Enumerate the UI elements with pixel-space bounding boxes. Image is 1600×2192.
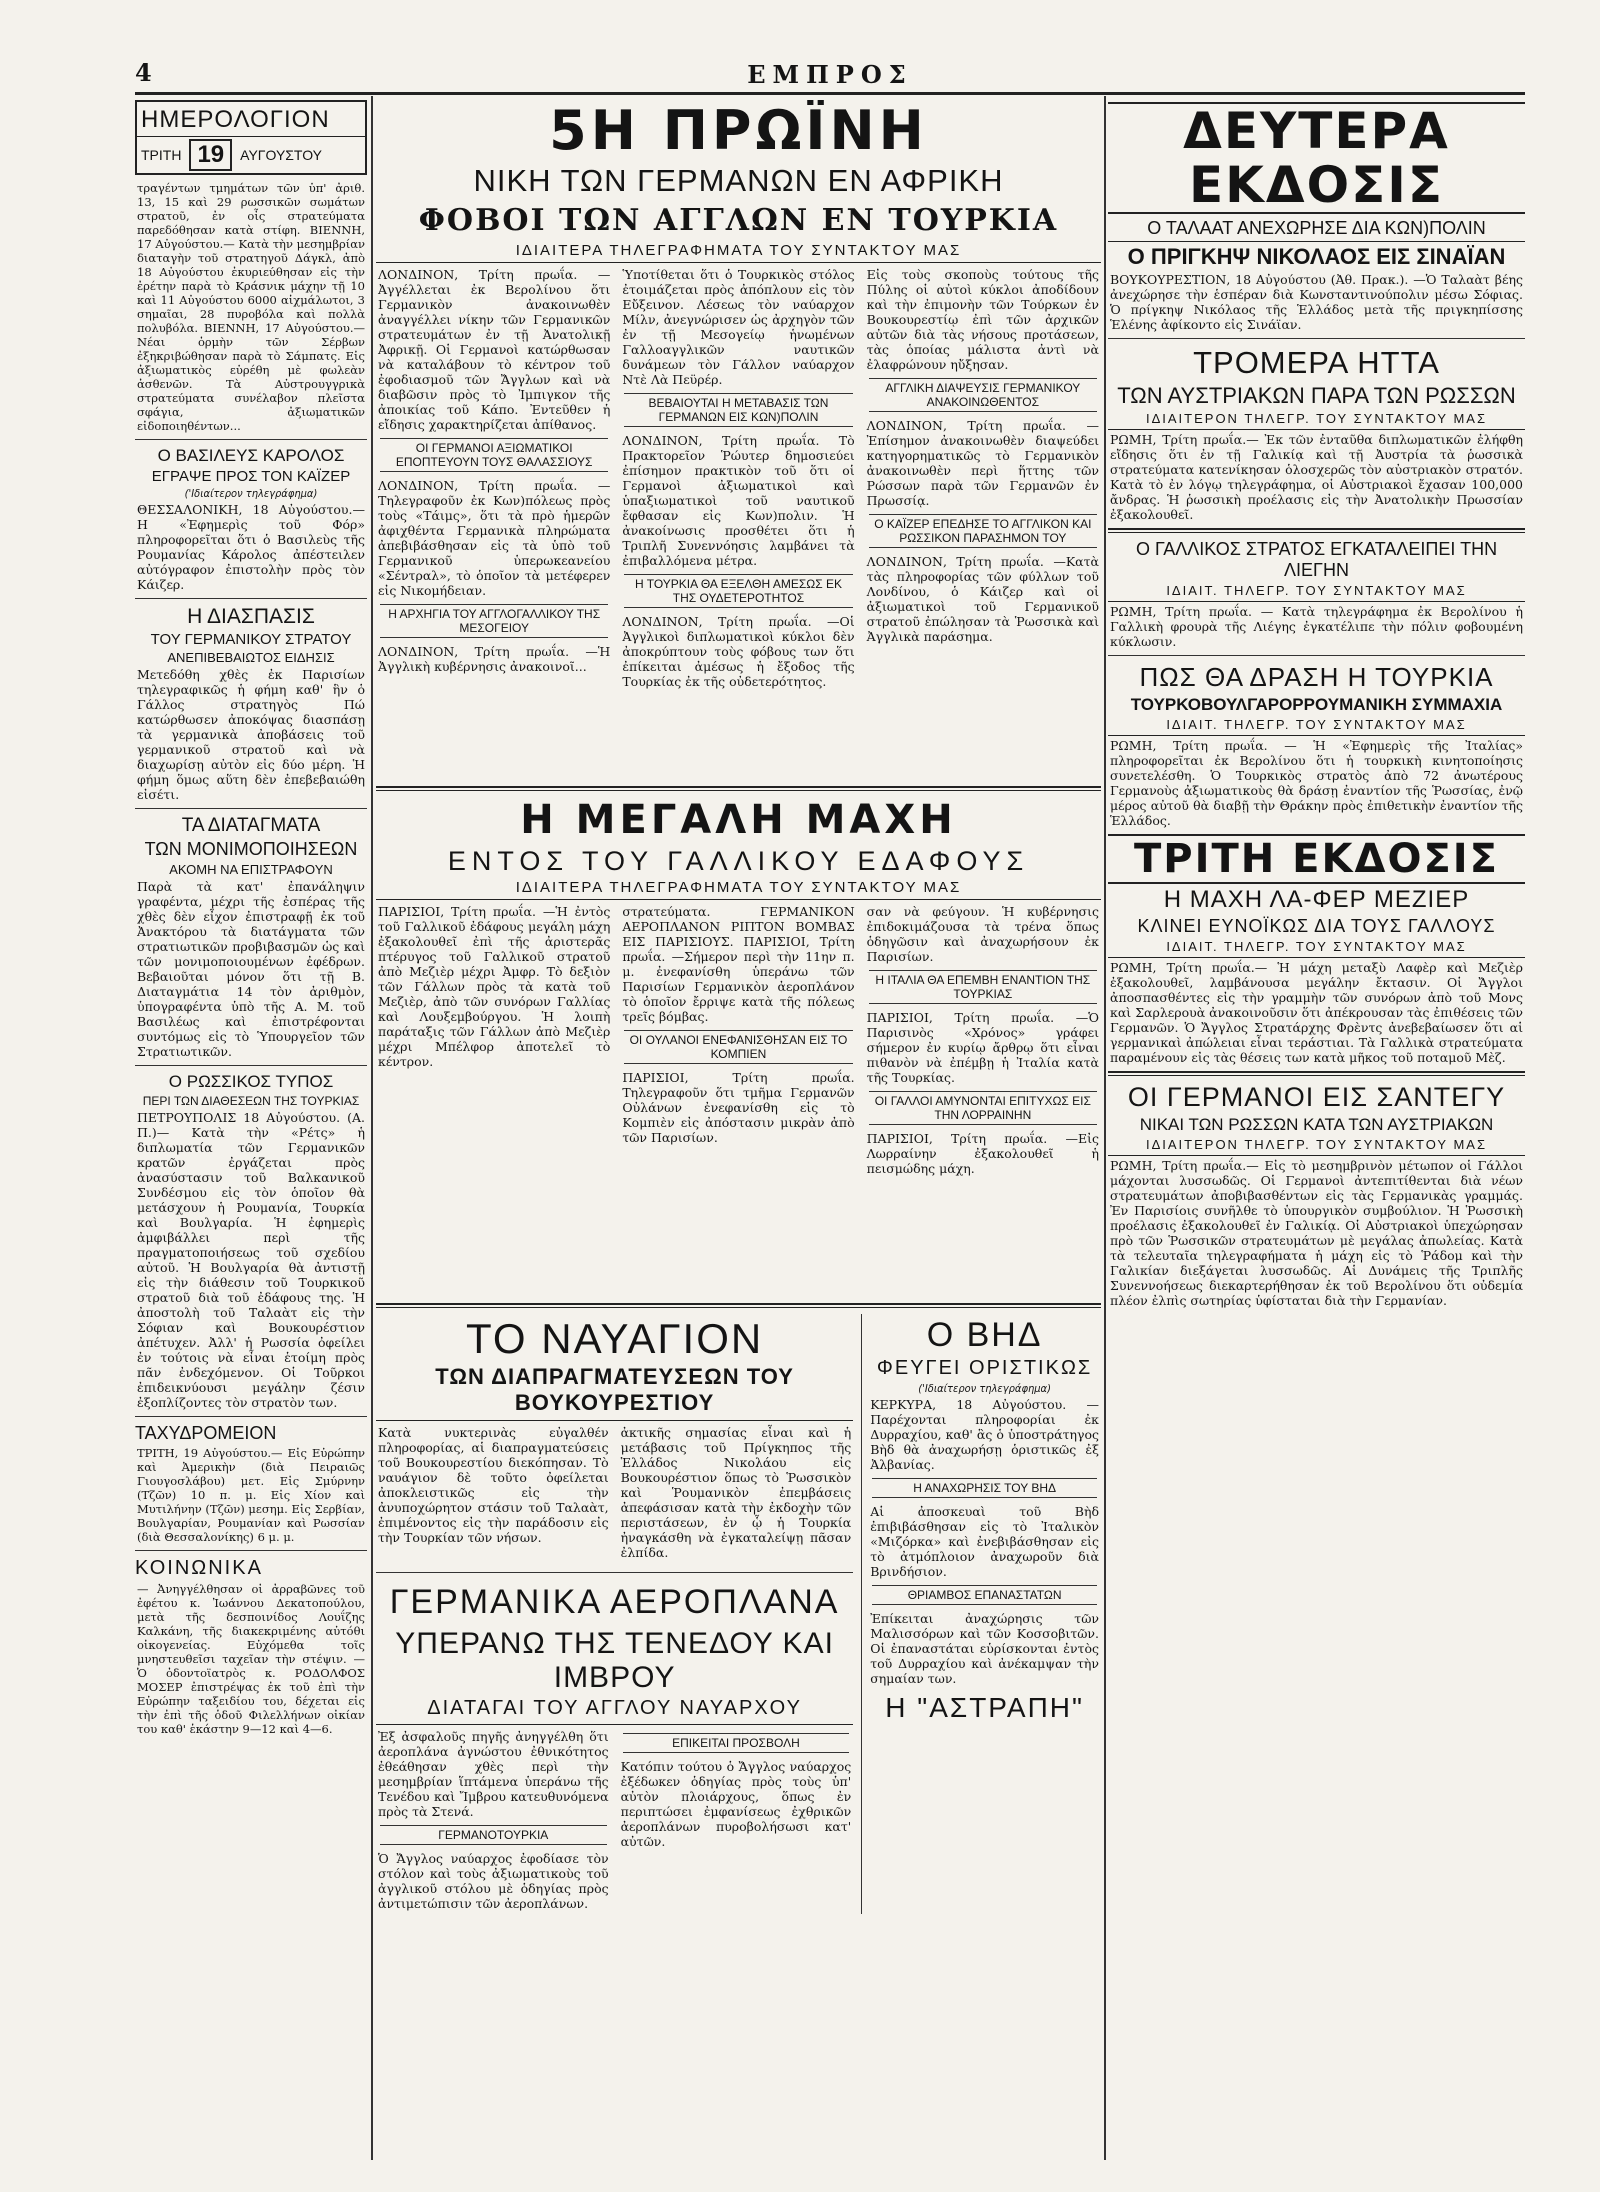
telegrams-label: ΙΔΙΑΙΤΕΡΑ ΤΗΛΕΓΡΑΦΗΜΑΤΑ ΤΟΥ ΣΥΝΤΑΚΤΟΥ ΜΑΣ [376,242,1101,263]
article-subhead: Η ΑΝΑΧΩΡΗΣΙΣ ΤΟΥ ΒΗΔ [872,1478,1097,1498]
calendar-month: ΑΥΓΟΥΣΤΟΥ [240,147,323,163]
divider [376,786,1101,791]
page-header [135,58,1525,88]
article-text: Αἱ ἀποσκευαὶ τοῦ Βὴδ ἐπιβιβάσθησαν εἰς τὸ Ἰταλικὸν «Μιζόρκα» καὶ ἐνεβιβάσθησαν εἰς τὸ ἀτμόπλοιον ἀναχωροῦν διὰ Βρινδήσιον. [870,1504,1099,1579]
mail-text: ΤΡΙΤΗ, 19 Αὐγούστου.— Εἰς Εὐρώπην καὶ Ἀμερικὴν (διὰ Πειραιῶς Γιουγοσλάβου) μετ. Εἰς Σμύρνην (Τζῶν) 10 π. μ. Εἰς Χίον καὶ Μυτιλήνην (Τζῶν) μεσημ. Εἰς Σερβίαν, Βουλγαρίαν, Ρουμανίαν καὶ Ρωσσίαν (διὰ Θεσσαλονίκης) 6 μ. μ. [137,1446,365,1544]
article-text: σαν νὰ φεύγουν. Ἡ κυβέρνησις ἐπιδοκιμάζουσα τὰ τρένα ὅπως ὁδηγῶσιν καὶ ἀναχωρήσουν ἐκ Παρισίων. [866,904,1099,964]
article-text: Ἐξ ἀσφαλοῦς πηγῆς ἀνηγγέλθη ὅτι ἀεροπλάνα ἀγνώστου ἐθνικότητος ἐθεάθησαν χθὲς περὶ τὴν μεσημβρίαν ἵπτάμενα ὑπεράνω τῆς Τενέδου καὶ Ἴμβρου κατευθυνόμενα πρὸς τὰ Στενά. [378,1729,609,1819]
column-rule-1 [371,96,373,2160]
shipwreck-text [376,1423,853,1566]
article-subhead: ΟΙ ΓΑΛΛΟΙ ΑΜΥΝΟΝΤΑΙ ΕΠΙΤΥΧΩΣ ΕΙΣ ΤΗΝ ΛΟΡΡΑΙΝΗΝ [869,1091,1097,1125]
headline-battle: Η ΜΕΓΑΛΗ ΜΑΧΗ [520,797,957,843]
article-text: ΠΑΡΙΣΙΟΙ, Τρίτη πρωΐα. —Εἰς Λωρραίνην ἐξακολουθεῖ ἡ πεισμώδης μάχη. [866,1131,1099,1176]
headline-battle-sub: ΕΝΤΟΣ ΤΟΥ ΓΑΛΛΙΚΟΥ ΕΔΑΦΟΥΣ [447,846,1030,876]
article-subhead: ΘΡΙΑΜΒΟΣ ΕΠΑΝΑΣΤΑΤΩΝ [872,1585,1097,1605]
news-col [376,1727,611,1914]
article-text: Κατὰ νυκτερινὰς εὐγαλθέν πληροφορίας, αἱ διαπραγματεύσεις τοῦ Βουκουρεστίου διεκόπησαν. Τὸ ναυάγιον δὲ τοῦτο ὀφείλεται ἀποκλειστικῶς εἰς τὴν ἀνυποχώρητον στάσιν τοῦ Ταλαὰτ, ἐπιμένοντος εἰς τὴν παράδοσιν εἰς τὴν Τουρκίαν τῶν νήσων. [378,1425,609,1545]
header-rule [135,92,1525,95]
r3-head: Ο ΠΡΙΓΚΗΨ ΝΙΚΟΛΑΟΣ ΕΙΣ ΣΙΝΑΪΑΝ [1127,244,1506,269]
article-subhead: Ο ΚΑΪΖΕΡ ΕΠΕΔΗΣΕ ΤΟ ΑΓΓΛΙΚΟΝ ΚΑΙ ΡΩΣΣΙΚΟΝ ΠΑΡΑΣΗΜΟΝ ΤΟΥ [869,514,1097,548]
article-text: ΚΕΡΚΥΡΑ, 18 Αὐγούστου. —Παρέχονται πληροφορίαι ἐκ Δυρραχίου, καθ' ἃς ὁ ὑποστράτηγος Βὴδ θὰ ἀναχωρήσῃ ὁριστικῶς ἐξ Ἀλβανίας. [870,1397,1099,1472]
article-text: ΛΟΝΔΙΝΟΝ, Τρίτη πρωΐα. —Κατὰ τὰς πληροφορίας τῶν φύλλων τοῦ Λονδίνου, ὁ Κάιζερ καὶ οἱ ἀξιωματικοὶ τοῦ Γερμανικοῦ στρατοῦ ἐπώλησαν τὰ Ῥωσσικὰ καὶ Ἀγγλικὰ παράσημα. [866,554,1099,644]
calendar-date [137,137,365,173]
column-rule-2 [1104,96,1106,2160]
headline-africa: ΝΙΚΗ ΤΩΝ ΓΕΡΜΑΝΩΝ ΕΝ ΑΦΡΙΚΗ [473,163,1004,198]
article-text: ΛΟΝΔΙΝΟΝ, Τρίτη πρωΐα. —Ἀγγέλλεται ἐκ Βερολίνου ὅτι Γερμανικὸν ἀνακοινωθὲν ἀναγγέλλει νίκην τῶν Γερμανικῶν στρατευμάτων ἐν τῇ Ἀνατολικῇ Ἀφρικῇ. Οἱ Γερμανοὶ κατώρθωσαν νὰ καταλάβουν τὸ κέντρον τοῦ ἐφοδιασμοῦ τῶν Ἄγγλων καὶ νὰ διαβῶσιν πρὸς τὸ Ἰμπιγκον τῆς ἀποικίας τοῦ Κάπο. Ἐντεῦθεν ἡ εἴδησις χαρακτηρίζεται ἀπίθανος. [378,267,611,432]
r7-head: Ο ΓΑΛΛΙΚΟΣ ΣΤΡΑΤΟΣ ΕΓΚΑΤΑΛΕΙΠΕΙ ΤΗΝ ΛΙΕΓΗΝ [1135,539,1498,580]
telegrams-label: ΙΔΙΑΙΤΕΡΑ ΤΗΛΕΓΡΑΦΗΜΑΤΑ ΤΟΥ ΣΥΝΤΑΚΤΟΥ ΜΑΣ [376,879,1101,900]
news-col [865,265,1101,780]
article-subhead: ΓΕΡΜΑΝΟΤΟΥΡΚΙΑ [380,1825,607,1845]
news-columns-top [376,265,1101,780]
calendar-text: τραγέντων τμημάτων τῶν ὑπ' ἀριθ. 13, 15 καὶ 29 ρωσσικῶν σωμάτων στρατοῦ, ἐν οἷς στρατεύματα παρεδόθησαν κατὰ στίφη. ΒΙΕΝΝΗ, 17 Αὐγούστου.— Κατὰ τὴν μεσημβρίαν διαταγὴν τοῦ στρατηγοῦ Δάγκλ, ἀπὸ 18 Αὐγούστου ἐκυριεύθησαν εἰς τὴν ἐρέτην παρὰ τὸ Κράσνικ μάχην τῇ 10 καὶ 11 Αὐγούστου 6000 αἰχμάλωτοι, 3 σημαῖαι, 28 πυροβόλα καὶ πολλὰ πολυβόλα. ΒΙΕΝΝΗ, 17 Αὐγούστου.—Νέαι ὁρμὴν τῶν Σέρβων ἐξηκριβώθησαν παρὰ τὸ Σάμπατς. Εἰς ἀξιωματικὸς εὑρέθη μὲ φωλεὰν ἀσθενῶν. Τὰ Αὐστρουγγρικὰ στρατεύματα συνέλαβον πλεῖστα σφάγια, ἀξιωματικῶν εἰδοποιηθέντων... [137,181,365,433]
divider [135,1550,367,1551]
r18-head: ΙΔΙΑΙΤΕΡΟΝ ΤΗΛΕΓΡ. ΤΟΥ ΣΥΝΤΑΚΤΟΥ ΜΑΣ [1108,1137,1525,1156]
news-col [865,902,1101,1297]
article-subhead: Η ΙΤΑΛΙΑ ΘΑ ΕΠΕΜΒΗ ΕΝΑΝΤΙΟΝ ΤΗΣ ΤΟΥΡΚΙΑΣ [869,970,1097,1004]
second-edition-title: ΔΕΥΤΕΡΑ ΕΚΔΟΣΙΣ [1108,102,1525,214]
calendar-num: 19 [189,139,232,171]
article-text: ἀκτικῆς σημασίας εἶναι καὶ ἡ μετάβασις τοῦ Πρίγκηπος τῆς Ἑλλάδος Νικολάου εἰς Βουκουρέστιον ὅπως τὸ Ῥωσσικὸν καὶ Ῥουμανικὸν ἐπεμβάσεις ἀπεφάσισαν κατὰ τὴν ἐκδοχὴν τῶν περιστάσεων, ἐν ᾧ ἡ Τουρκία ἠναγκάσθη νὰ ἐγκαταλείψῃ πᾶσαν ἐλπίδα. [620,1425,852,1560]
divider [135,598,367,599]
r9-head: ΠΩΣ ΘΑ ΔΡΑΣΗ Η ΤΟΥΡΚΙΑ [1139,662,1494,692]
article-text: ΠΑΡΙΣΙΟΙ, Τρίτη πρωΐα. Τηλεγραφοῦν ὅτι τμῆμα Γερμανῶν Οὐλάνων ἐνεφανίσθη εἰς τὸ Κομπιὲν εἰς ἀπόστασιν μικρὰν ἀπὸ τῶν Παρισίων. [622,1070,855,1145]
s4-title: Ο ΡΩΣΣΙΚΟΣ ΤΥΠΟΣ [168,1072,334,1091]
article-subhead: Η ΤΟΥΡΚΙΑ ΘΑ ΕΞΕΛΘΗ ΑΜΕΣΩΣ ΕΚ ΤΗΣ ΟΥΔΕΤΕΡΟΤΗΤΟΣ [624,574,852,608]
article-text: ΡΩΜΗ, Τρίτη πρωΐα.— Ἡ μάχη μεταξὺ Λαφὲρ καὶ Μεζιὲρ ἐξακολουθεῖ, λαμβάνουσα μεγάλην ἔκτασιν. Οἱ Ἄγγλοι ἀποσπασθέντες εἰς τὴν γραμμὴν τῶν συνόρων ἀπὸ τοῦ Μονς καὶ Σαρλερουὰ ἀνακοινοῦσιν ὅτι ἀπέκρουσαν τὰς ἐπιθέσεις τῶν Γερμανῶν. Ὁ Ἄγγλος Στρατάρχης Φρὲντς ἀνεβεβαίωσεν ὅτι αἱ γερμανικαὶ ἀπώλειαι εἶναι τεράστιαι. Τὰ Γαλλικὰ στρατεύματα παραμένουν εἰς τὰς θέσεις των κατὰ μῆκος τοῦ ποταμοῦ Μὲζ. [1110,960,1523,1065]
r15-head: ΙΔΙΑΙΤ. ΤΗΛΕΓΡ. ΤΟΥ ΣΥΝΤΑΚΤΟΥ ΜΑΣ [1108,939,1525,958]
s2-sub: ΤΟΥ ΓΕΡΜΑΝΙΚΟΥ ΣΤΡΑΤΟΥ [150,631,352,648]
headline-shipwreck: ΤΟ ΝΑΥΑΓΙΟΝ [466,1315,764,1362]
bottom-section [376,1314,1101,1914]
headline-planes: ΓΕΡΜΑΝΙΚΑ ΑΕΡΟΠΛΑΝΑ [389,1583,840,1621]
calendar-box [135,100,367,175]
divider [135,1416,367,1417]
third-edition-title: ΤΡΙΤΗ ΕΚΔΟΣΙΣ [1108,834,1525,884]
s2-title: Η ΔΙΑΣΠΑΣΙΣ [187,605,315,628]
r10-head: ΤΟΥΡΚΟΒΟΥΛΓΑΡΟΡΡΟΥΜΑΝΙΚΗ ΣΥΜΜΑΧΙΑ [1130,695,1503,714]
article-text: ΡΩΜΗ, Τρίτη πρωΐα.— Ἐκ τῶν ἐνταῦθα διπλωματικῶν ἐλήφθη εἴδησις ὅτι ἐν τῇ Γαλικίᾳ καὶ τῇ Ἀυστρία τὰ ῥωσσικὰ στρατεύματα κατενίκησαν ὁλοσχερῶς τὸν αὐστριακὸν στρατόν. Κατὰ τὸ ἐν λόγῳ τηλεγράφημα, οἱ Αὐστριακοὶ ἔχασαν 100,000 ἄνδρας. Ἡ ῥωσσικὴ προέλασις εἰς τὴν Ἀνατολικὴν Πρωσσίαν ἐξακολουθεῖ. [1110,432,1523,522]
s2-sub2: ΑΝΕΠΙΒΕΒΑΙΩΤΟΣ ΕΙΔΗΣΙΣ [167,650,335,665]
article-subhead: ΟΙ ΟΥΛΑΝΟΙ ΕΝΕΦΑΝΙΣΘΗΣΑΝ ΕΙΣ ΤΟ ΚΟΜΠΙΕΝ [624,1030,852,1064]
article-subhead: ΒΕΒΑΙΟΥΤΑΙ Η ΜΕΤΑΒΑΣΙΣ ΤΩΝ ΓΕΡΜΑΝΩΝ ΕΙΣ ΚΩΝ)ΠΟΛΙΝ [624,393,852,427]
article-text: Εἰς τοὺς σκοποὺς τούτους τῆς Πύλης οἱ αὐτοὶ κύκλοι ἀποδίδουν καὶ τὴν ἐπιμονὴν τῶν Τούρκων ἐν Βουκουρεστίῳ ἐπὶ τῶν ἀρχικῶν αὐτῶν διὰ τὰς νήσους προτάσεων, τὰς ὁποίας μάλιστα ἀντὶ νὰ ἐλαφρώνουν ηὔξησαν. [866,267,1099,372]
center-column [376,100,1101,2160]
article-text: ΛΟΝΔΙΝΟΝ, Τρίτη πρωΐα. Τὸ Πρακτορεῖον Ῥώυτερ δημοσιεύει ἐπίσημον πρακτικὸν τοῦ ὅτι οἱ Γερμανοὶ ἀξιωματικοὶ καὶ ὑπαξιωματικοὶ τοῦ ναυτικοῦ ἔφθασαν εἰς Κων)πολιν. Ἡ ἀνακοίνωσις προσθέτει ὅτι ἡ Τριπλῆ Συνεννόησις λαμβάνει τὰ ἐπιβαλλόμενα μέτρα. [622,433,855,568]
s1-text: ΘΕΣΣΑΛΟΝΙΚΗ, 18 Αὐγούστου.— Η «Ἐφημερὶς τοῦ Φόρ» πληροφορεῖται ὅτι ὁ Βασιλεὺς τῆς Ρουμανίας Κάρολος ἀπέστειλεν αὐτόγραφον ἐπιστολὴν πρὸς τὸν Κάιζερ. [137,502,365,592]
article-subhead: Η ΑΡΧΗΓΙΑ ΤΟΥ ΑΓΓΛΟΓΑΛΛΙΚΟΥ ΤΗΣ ΜΕΣΟΓΕΙΟΥ [380,604,608,638]
s4-text: ΠΕΤΡΟΥΠΟΛΙΣ 18 Αὐγούστου. (Α. Π.)— Κατὰ τὴν «Ρέτς» ἡ διπλωματία τῶν Γερμανικῶν κρατῶν ἐργάζεται πρὸς ἀνασύστασιν τοῦ Βαλκανικοῦ Συνδέσμου εἰς τὸν ὁποῖον θὰ μετάσχουν ἡ Ρουμανία, Τουρκία καὶ Βουλγαρία. Ἡ ἐφημερὶς ἀμφιβάλλει περὶ τῆς πραγματοποιήσεως τοῦ σχεδίου αὐτοῦ. Ἡ Βουλγαρία θὰ ἀντιστῇ εἰς τὴν διάθεσιν τοῦ Τουρκικοῦ στρατοῦ διὰ τοῦ ἐδάφους της. Ἡ ἀποστολὴ τοῦ Ταλαὰτ εἰς τὴν Σόφιαν καὶ Βουκουρέστιον ἀπέτυχεν. Ἀλλ' ἡ Ρωσσία ὀφείλει ἐν τούτοις νὰ εἶναι ἑτοίμη πρὸς πᾶν ἐνδεχόμενον. Οἱ Τοῦρκοι ἐπιδεικνύουσι μεγάλην ζέσιν ἐξοπλίζοντες τὸν στρατὸν των. [137,1110,365,1410]
r11-head: ΙΔΙΑΙΤ. ΤΗΛΕΓΡ. ΤΟΥ ΣΥΝΤΑΚΤΟΥ ΜΑΣ [1108,717,1525,736]
divider [135,1065,367,1066]
s4-sub: ΠΕΡΙ ΤΩΝ ΔΙΑΘΕΣΕΩΝ ΤΗΣ ΤΟΥΡΚΙΑΣ [142,1094,360,1108]
divider [1108,528,1525,533]
article-text: ΠΑΡΙΣΙΟΙ, Τρίτη πρωΐα. —Ἡ ἐντὸς τοῦ Γαλλικοῦ ἐδάφους μεγάλη μάχη ἐξακολουθεῖ ἐπὶ τῆς ἀριστερᾶς πτέρυγος τοῦ Γαλλικοῦ στρατοῦ ἀπὸ Μεζιὲρ μέχρι Ἀμφρ. Τὸ δεξιὸν τῶν Γάλλων πρὸς τὰ κατὰ τοῦ Μεζιὲρ, ἀπὸ τῶν συνόρων Γαλλίας καὶ Λουξεμβούργου. Ἡ λοιπὴ παράταξις τῶν Γάλλων ἀπὸ Μεζιὲρ μέχρι Μπέλφορ ἀποτελεῖ τὸ κέντρον. [378,904,611,1069]
headline-vid: Ο ΒΗΔ [926,1316,1043,1354]
article-text: στρατεύματα. ΓΕΡΜΑΝΙΚΟΝ ΑΕΡΟΠΛΑΝΟΝ ΡΙΠΤΟΝ ΒΟΜΒΑΣ ΕΙΣ ΠΑΡΙΣΙΟΥΣ. ΠΑΡΙΣΙΟΙ, Τρίτη πρωΐα. —Σήμερον περὶ τὴν 11ην π. μ. ἐνεφανίσθη ὑπεράνω τῶν Παρισίων Γερμανικὸν ἀεροπλάνον τὸ ὁποῖον ἔρριψε κατὰ τῆς πόλεως τρεῖς βόμβας. [622,904,855,1024]
article-text: ΡΩΜΗ, Τρίτη πρωΐα. — Ἡ «Ἐφημερὶς τῆς Ἰταλίας» πληροφορεῖται ἐκ Βερολίνου ὅτι ἡ τουρκικὴ κινητοποίησις συνετελέσθη. Ὁ Τουρκικὸς στρατὸς ἀπὸ 72 ἀνωτέρους Γερμανοὺς ἀξιωματικοὺς θὰ δράσῃ ἐναντίον τῆς Ῥωσσίας, ἐνῷ μέρος αὐτοῦ θὰ διαβῇ τὴν Θράκην πρὸς ἐπιθετικὴν ἐναντίον τῆς Ἑλλάδος. [1110,738,1523,828]
s3-title: ΤΑ ΔΙΑΤΑΓΜΑΤΑ [181,815,321,836]
s3-sub: ΤΩΝ ΜΟΝΙΜΟΠΟΙΗΣΕΩΝ [144,839,358,859]
article-text: ΛΟΝΔΙΝΟΝ, Τρίτη πρωΐα. —Ἐπίσημον ἀνακοινωθὲν διαψεύδει κατηγορηματικῶς τὸ Γερμανικὸν ἀνακοινωθὲν περὶ ἥττης τῶν Ρώσσων παρὰ τῶν Γερμανῶν ἐν Πρωσσίᾳ. [866,418,1099,508]
news-columns-middle [376,902,1101,1297]
article-text: ΡΩΜΗ, Τρίτη πρωΐα.— Εἰς τὸ μεσημβρινὸν μέτωπον οἱ Γάλλοι μάχονται λυσσωδῶς. Οἱ Γερμανοὶ ἀντεπιτίθενται διὰ νέων στρατευμάτων ἀποβιβασθέντων εἰς τὰς Γερμανικὰς γραμμάς. Ἐν Παρισίοις συνῆλθε τὸ ὑπουργικὸν συμβούλιον. Ἡ Ῥωσσικὴ προέλασις ἐξακολουθεῖ ἐν Γαλικίᾳ. Οἱ Αὐστριακοὶ ὑπεχώρησαν πρὸ τῶν Ῥωσσικῶν στρατευμάτων μὲ μεγάλας ἀπωλείας. Κατὰ τὰ τελευταῖα τηλεγραφήματα ἡ μάχη εἰς τὸ Ῥάδομ καὶ τὴν Γαλικίαν διεξάγεται λυσσωδῶς. Αἱ Δυνάμεις τῆς Τριπλῆς Συνεννοήσεως διεκαρτερήθησαν ἐκ τοῦ Βερολίνου ὅτι οὐδεμία πλέον ἐλπὶς σωτηρίας ὑφίσταται διὰ τὴν Γερμανίαν. [1110,1158,1523,1308]
article-subhead: ΑΓΓΛΙΚΗ ΔΙΑΨΕΥΣΙΣ ΓΕΡΜΑΝΙΚΟΥ ΑΝΑΚΟΙΝΩΘΕΝΤΟΣ [869,378,1097,412]
r13-head: Η ΜΑΧΗ ΛΑ-ΦΕΡ ΜΕΖΙΕΡ [1163,886,1470,913]
masthead: ΕΜΠΡΟΣ [747,60,913,89]
news-col [620,902,856,1297]
page-number: 4 [135,58,152,87]
article-text: Ὑποτίθεται ὅτι ὁ Τουρκικὸς στόλος ἐτοιμάζεται πρὸς ἀπόπλουν εἰς τὸν Εὔξεινον. Λέσεως τὸν ναύαρχον Μίλν, ἀνεγνώρισεν ὡς ἀρχηγὸν τῶν ἐν τῇ Μεσογείῳ ἡνωμένων Γαλλοαγγλικῶν ναυτικῶν δυνάμεων τὸν Γάλλον ναύαρχον Ντὲ Λὰ Πεϋρέρ. [622,267,855,387]
r2-head: Ο ΤΑΛΑΑΤ ΑΝΕΧΩΡΗΣΕ ΔΙΑ ΚΩΝ)ΠΟΛΙΝ [1108,216,1525,242]
divider [376,1572,853,1573]
s2-text: Μετεδόθη χθὲς ἐκ Παρισίων τηλεγραφικῶς ἡ φήμη καθ' ἣν ὁ Γάλλος στρατηγὸς Πώ κατώρθωσεν ἀποκόψας διασπάσῃ τὰ γερμανικὰ ἀποβάσεις τοῦ γερμανικοῦ στρατοῦ καὶ νὰ διαχωρίσῃ αὐτὸν εἰς δύο μέρη. Ἡ φήμη ὅμως αὕτη δὲν ἐπεβεβαιώθη εἰσέτι. [137,667,365,802]
article-text: Ὁ Ἄγγλος ναύαρχος ἐφοδίασε τὸν στόλον καὶ τοὺς ἀξιωματικοὺς τοῦ ἀγγλικοῦ στόλου μὲ ὁδηγίας πρὸς ἀντιμετώπισιν τῶν ἀεροπλάνων. [378,1851,609,1911]
news-col [620,265,856,780]
article-text: ΛΟΝΔΙΝΟΝ, Τρίτη πρωΐα. —Οἱ Ἀγγλικοὶ διπλωματικοὶ κύκλοι δὲν ἀποκρύπτουν τοὺς φόβους των ὅτι ἐπίκειται ἀμέσως ἡ ἔξοδος τῆς Τουρκίας ἐκ τῆς οὐδετερότητος. [622,614,855,689]
divider [376,1303,1101,1308]
bottom-right [861,1314,1101,1914]
news-col [376,1423,611,1566]
news-col [619,1423,854,1566]
article-text: Ἐπίκειται ἀναχώρησις τῶν Μαλισσόρων καὶ τῶν Κοσσοβιτῶν. Οἱ ἐπαναστάται εὑρίσκονται ἐντὸς τοῦ Δυρραχίου καὶ ἀνέκαμψαν τὴν σημαίαν των. [870,1611,1099,1686]
r6-head: ΙΔΙΑΙΤΕΡΟΝ ΤΗΛΕΓΡ. ΤΟΥ ΣΥΝΤΑΚΤΟΥ ΜΑΣ [1108,411,1525,430]
r17-head: ΝΙΚΑΙ ΤΩΝ ΡΩΣΣΩΝ ΚΑΤΑ ΤΩΝ ΑΥΣΤΡΙΑΚΩΝ [1139,1115,1494,1134]
article-text: ΒΟΥΚΟΥΡΕΣΤΙΟΝ, 18 Αὐγούστου (Ἀθ. Πρακ.). —Ὁ Ταλαὰτ βέης ἀνεχώρησε τὴν ἑσπέραν διὰ Κωνσταντινούπολιν μέσω Σόφιας. Ὁ πρίγκηψ Νικόλαος τῆς Ἑλλάδος μετὰ τῆς πριγκηπίσσης Ἑλένης ἀφίκοντο εἰς Σινάϊαν. [1110,272,1523,332]
divider [135,439,367,440]
left-column [135,100,367,2160]
article-text: ΛΟΝΔΙΝΟΝ, Τρίτη πρωΐα. —Τηλεγραφοῦν ἐκ Κων)πόλεως πρὸς τοὺς «Τάιμς», ὅτι τὰ πρὸ ἡμερῶν ἀφιχθέντα Γερμανικὰ πληρώματα ἀπεβιβάσθησαν εἰς τὰ ὑπὸ τοῦ Γερμανικοῦ ὑπερωκεανείου «Σέντραλ», τὸ ὁποῖον τὰ μετέφερεν εἰς Νικομήδειαν. [378,478,611,598]
social-text: — Ἀνηγγέλθησαν οἱ ἀρραβῶνες τοῦ ἐφέτου κ. Ἰωάννου Δεκατοπούλου, μετὰ τῆς δεσποινίδος Λουΐζης Καλκάνη, τῆς διακεκριμένης αὐτόθι οἰκογενείας. Εὐχόμεθα τοῖς μνηστευθεῖσι ταχεῖαν τὴν στέψιν. — Ὁ ὀδοντοϊατρὸς κ. ΡΟΔΟΛΦΟΣ ΜΟΣΕΡ ἐπιστρέψας ἐκ τοῦ ἐπὶ τὴν Εὐρώπην ταξειδίου του, δέχεται εἰς τὴν ἐπὶ τῆς ὁδοῦ Φιλελλήνων οἰκίαν του καθ' ἑκάστην 9—12 καὶ 4—6. [137,1582,365,1736]
headline-turkey: ΦΟΒΟΙ ΤΩΝ ΑΓΓΛΩΝ ΕΝ ΤΟΥΡΚΙΑ [418,203,1059,238]
divider [1108,655,1525,656]
article-text: ΠΑΡΙΣΙΟΙ, Τρίτη πρωΐα. —Ὁ Παρισινὸς «Χρόνος» γράφει σήμερον ἐν κυρίῳ ἄρθρῳ ὅτι εἶναι πιθανὸν νὰ ἐπέμβῃ ἡ Ἰταλία κατὰ τῆς Τουρκίας. [866,1010,1099,1085]
article-text: ΡΩΜΗ, Τρίτη πρωΐα. — Κατὰ τηλεγράφημα ἐκ Βερολίνου ἡ Γαλλικὴ φρουρὰ τῆς Λιέγης ἐγκατέλιπε τὴν πόλιν φοβουμένη κύκλωσιν. [1110,604,1523,649]
headline-shipwreck-sub: ΤΩΝ ΔΙΑΠΡΑΓΜΑΤΕΥΣΕΩΝ ΤΟΥ ΒΟΥΚΟΥΡΕΣΤΙΟΥ [376,1364,853,1421]
news-col [376,265,612,780]
calendar-day: ΤΡΙΤΗ [141,147,182,163]
social-title: ΚΟΙΝΩΝΙΚΑ [135,1557,263,1579]
vid-note: ('Ιδιαίτερον τηλεγράφημα) [918,1382,1051,1395]
r5-head: ΤΩΝ ΑΥΣΤΡΙΑΚΩΝ ΠΑΡΑ ΤΩΝ ΡΩΣΣΩΝ [1117,383,1516,408]
right-column [1108,100,1525,2160]
article-text: ΛΟΝΔΙΝΟΝ, Τρίτη πρωΐα. —Ἡ Ἀγγλικὴ κυβέρνησις ἀνακοινοῖ... [378,644,611,674]
s1-sub: ΕΓΡΑΨΕ ΠΡΟΣ ΤΟΝ ΚΑΪΖΕΡ [151,468,351,485]
calendar-title: ΗΜΕΡΟΛΟΓΙΟΝ [137,102,365,137]
planes-text [376,1727,853,1914]
article-subhead: ΕΠΙΚΕΙΤΑΙ ΠΡΟΣΒΟΛΗ [623,1733,850,1753]
r16-head: ΟΙ ΓΕΡΜΑΝΟΙ ΕΙΣ ΣΑΝΤΕΓΥ [1127,1082,1506,1112]
bottom-left [376,1314,853,1914]
headline-main: 5Η ΠΡΩΪΝΗ [549,100,928,162]
r14-head: ΚΛΙΝΕΙ ΕΥΝΟΪΚΩΣ ΔΙΑ ΤΟΥΣ ΓΑΛΛΟΥΣ [1137,916,1496,936]
news-col [376,902,612,1297]
article-subhead: ΟΙ ΓΕΡΜΑΝΟΙ ΑΞΙΩΜΑΤΙΚΟΙ ΕΠΟΠΤΕΥΟΥΝ ΤΟΥΣ ΘΑΛΑΣΣΙΟΥΣ [380,438,608,472]
headline-vid-sub: ΦΕΥΓΕΙ ΟΡΙΣΤΙΚΩΣ [876,1357,1093,1379]
mail-title: ΤΑΧΥΔΡΟΜΕΙΟΝ [135,1423,277,1443]
s1-note: ('Ιδιαίτερον τηλεγράφημα) [184,487,318,500]
r8-head: ΙΔΙΑΙΤ. ΤΗΛΕΓΡ. ΤΟΥ ΣΥΝΤΑΚΤΟΥ ΜΑΣ [1108,583,1525,602]
s3-sub2: ΑΚΟΜΗ ΝΑ ΕΠΙΣΤΡΑΦΟΥΝ [169,862,333,877]
divider [135,808,367,809]
s3-text: Παρὰ τὰ κατ' ἐπανάληψιν γραφέντα, μέχρι τῆς ἐσπέρας τῆς χθὲς δὲν εἶχον ἐπιστραφῇ ἐκ τοῦ Ἀνακτόρου τὰ διατάγματα τῶν στρατιωτικῶν προβιβασμῶν ὡς καὶ τῶν μονιμοποιουμένων ἐφέδρων. Βεβαιοῦται μόνον ὅτι τῇ Β. Διαταγμάτια 14 τὸν ἀριθμὸν, ὑπογραφέντα ὑπὸ τῆς Α. Μ. τοῦ Βασιλέως καὶ ἐπιστρέφονται συντόμως εἰς τὸ Ὑπουργεῖον τῶν Στρατιωτικῶν. [137,879,365,1059]
r4-head: ΤΡΟΜΕΡΑ ΗΤΤΑ [1193,345,1440,380]
headline-planes-sub: ΥΠΕΡΑΝΩ ΤΗΣ ΤΕΝΕΔΟΥ ΚΑΙ ΙΜΒΡΟΥ [395,1627,834,1694]
divider [1108,1071,1525,1076]
divider [1108,338,1525,339]
astrapi-ad: Η "ΑΣΤΡΑΠΗ" [885,1692,1084,1723]
news-col [619,1727,854,1914]
article-text: Κατόπιν τούτου ὁ Ἄγγλος ναύαρχος ἐξέδωκεν ὁδηγίας πρὸς τοὺς ὑπ' αὐτὸν πλοιάρχους, ὅπως ἐν περιπτώσει ἐμφανίσεως ἐχθρικῶν ἀεροπλάνων πυροβολήσωσι κατ' αὐτῶν. [620,1759,852,1849]
s1-title: Ο ΒΑΣΙΛΕΥΣ ΚΑΡΟΛΟΣ [157,446,345,465]
headline-planes-sub2: ΔΙΑΤΑΓΑΙ ΤΟΥ ΑΓΓΛΟΥ ΝΑΥΑΡΧΟΥ [376,1697,853,1725]
